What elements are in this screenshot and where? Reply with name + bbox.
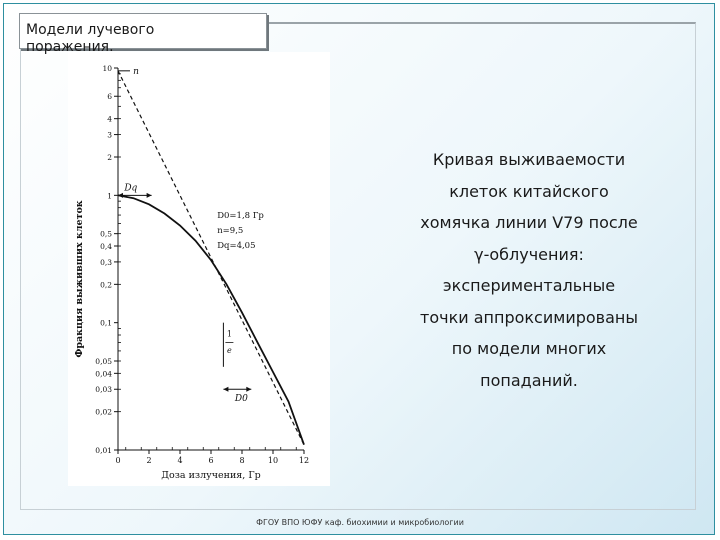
d0-arrowhead-left <box>223 387 228 392</box>
y-tick-label: 0,03 <box>95 385 112 395</box>
y-tick-label: 0,04 <box>95 369 112 379</box>
y-tick-label: 0,01 <box>95 446 112 455</box>
model-parameter: n=9,5 <box>217 225 244 236</box>
model-parameter: Dq=4,05 <box>217 240 256 251</box>
caption-line: по модели многих <box>451 339 607 358</box>
dq-arrowhead-left <box>118 193 123 198</box>
caption-line: Кривая выживаемости <box>432 150 626 169</box>
y-tick-label: 4 <box>107 114 112 124</box>
x-tick-label: 10 <box>267 456 279 465</box>
caption-line: хомячка линии V79 после <box>420 213 638 232</box>
dq-arrowhead-right <box>147 193 152 198</box>
d0-label: D0 <box>234 394 248 405</box>
x-tick-label: 8 <box>239 456 245 465</box>
x-tick-label: 2 <box>146 456 152 465</box>
y-tick-label: 2 <box>107 153 112 163</box>
model-parameter: D0=1,8 Гр <box>217 210 264 221</box>
y-tick-label: 0,1 <box>100 318 112 328</box>
y-tick-label: 0,2 <box>100 280 112 290</box>
y-tick-label: 1 <box>107 191 112 201</box>
x-tick-label: 4 <box>177 456 183 465</box>
y-tick-label: 0,5 <box>100 229 112 239</box>
inverse-e-numerator: 1 <box>226 329 232 339</box>
n-marker-label: n <box>133 66 139 77</box>
caption-line: клеток китайского <box>449 181 609 201</box>
x-tick-label: 12 <box>298 456 310 465</box>
y-tick-label: 0,4 <box>100 242 112 252</box>
y-tick-label: 0,02 <box>95 407 112 417</box>
slide-title: Модели лучевого поражения. <box>26 22 155 55</box>
inverse-e-denominator: e <box>227 345 232 355</box>
chart-ticks <box>74 64 309 481</box>
y-tick-label: 0,05 <box>95 356 112 366</box>
y-tick-label: 3 <box>107 130 112 140</box>
x-tick-label: 6 <box>208 456 214 465</box>
survival-chart <box>68 52 330 486</box>
survival-curve-figure <box>68 52 330 486</box>
caption-line: попаданий. <box>480 370 578 390</box>
x-axis-title: Доза излучения, Гр <box>161 470 261 481</box>
y-tick-label: 10 <box>102 64 112 73</box>
caption-line: точки аппроксимированы <box>420 307 638 327</box>
dq-label: Dq <box>124 183 138 194</box>
slide-footer: ФГОУ ВПО ЮФУ каф. биохимии и микробиологии <box>256 518 464 527</box>
chart-series <box>118 71 304 445</box>
figure-caption <box>398 144 660 396</box>
caption-line: экспериментальные <box>442 276 616 295</box>
y-axis-title: Фракция выживших клеток <box>74 200 85 358</box>
survival-curve-line <box>118 195 304 444</box>
y-tick-label: 6 <box>107 92 112 102</box>
x-tick-label: 0 <box>115 456 121 465</box>
caption-line: γ-облучения: <box>474 244 584 264</box>
extrapolation-line <box>118 71 304 445</box>
y-tick-label: 0,3 <box>100 257 112 267</box>
d0-arrowhead-right <box>246 387 251 392</box>
